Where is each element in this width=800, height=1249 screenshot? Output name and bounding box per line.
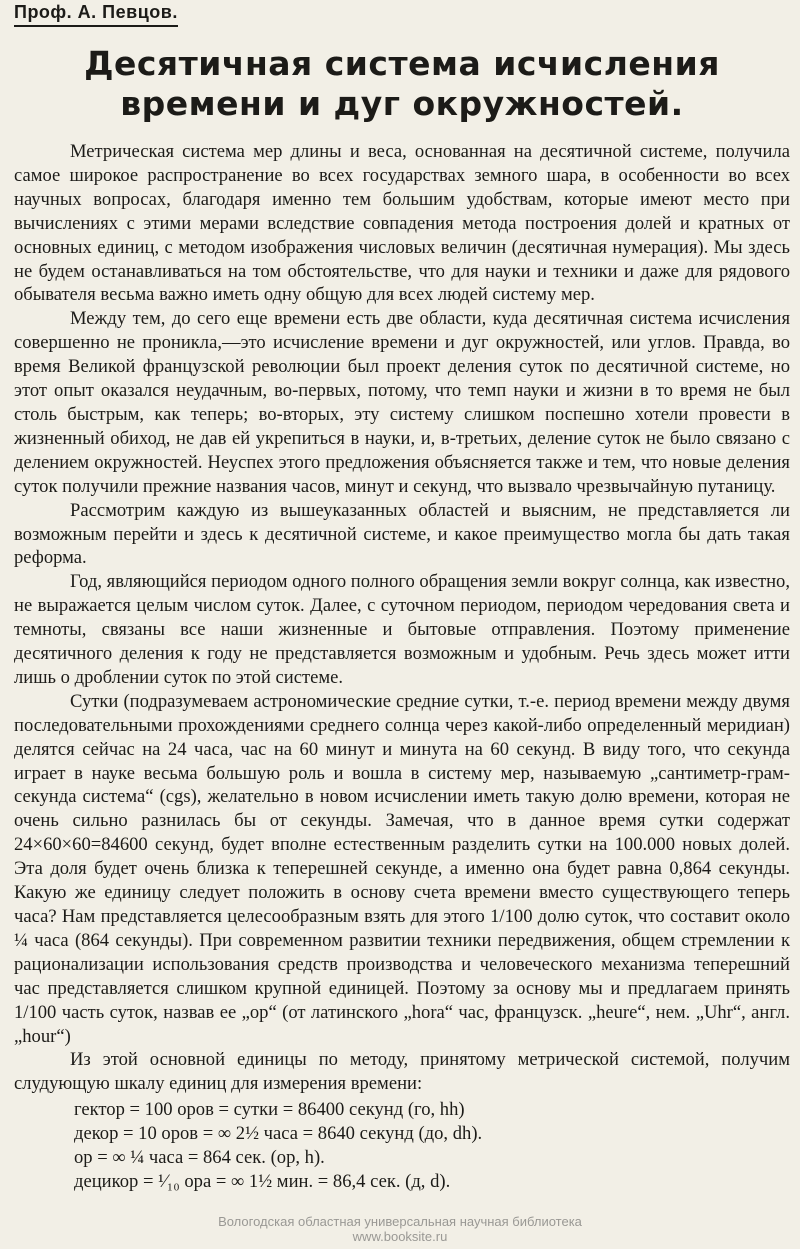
article-title: Десятичная система исчисления времени и дуг окружностей. (84, 44, 720, 123)
scale-line-hektor: гектор = 100 оров = сутки = 86400 секунд (го, hh) (74, 1099, 465, 1121)
time-units-scale (74, 1098, 790, 1194)
paragraph: Из этой основной единицы по методу, принятому метрической системой, получим слудующую шкалу единиц для измерения времени: (14, 1049, 790, 1095)
watermark-url: www.booksite.ru (352, 1229, 448, 1244)
author-byline: Проф. А. Певцов. (14, 2, 178, 27)
scale-line-or: ор = ∞ ¼ часа = 864 сек. (ор, h). (74, 1147, 325, 1169)
article-body (14, 140, 790, 1194)
scale-line-decior: децикор = ¹⁄₁₀ ора = ∞ 1½ мин. = 86,4 сек. (д, d). (74, 1170, 451, 1192)
paragraph: Метрическая система мер длины и веса, основанная на десятичной системе, получила самое широкое распространение во всех государствах земного шара, в особенности во всех научных вопросах, благодаря именно тем большим удобствам, которые имеют место при вычислениях с этими мерами вследствие совпадения метода построения долей и кратных от основных единиц, с методом изображения числовых величин (десятичная нумерация). Мы здесь не будем останавливаться на том обстоятельстве, что для науки и техники и даже для рядового обывателя весьма важно иметь одну общую для всех людей систему мер. (14, 141, 790, 306)
paragraph: Год, являющийся периодом одного полного обращения земли вокруг солнца, как известно, не выражается целым числом суток. Далее, с суточном периодом, периодом чередования света и темноты, связаны все наши жизненные и бытовые отправления. Поэтому применение десятичного деления к году не представляется возможным и удобным. Речь здесь может итти лишь о дроблении суток по этой системе. (14, 571, 790, 688)
paragraph: Рассмотрим каждую из вышеуказанных областей и выясним, не представляется ли возможным перейти и здесь к десятичной системе, и какое преимущество могла бы дать такая реформа. (14, 499, 790, 569)
scale-line-dekor: декор = 10 оров = ∞ 2½ часа = 8640 секунд (до, dh). (74, 1123, 483, 1145)
paragraph: Сутки (подразумеваем астрономические средние сутки, т.-е. период времени между двумя последовательными прохождениями среднего солнца через какой-либо определенный меридиан) делятся сейчас на 24 часа, час на 60 минут и минута на 60 секунд. В виду того, что секунда играет в науке весьма большую роль и вошла в систему мер, называемую „сантиметр-грам-секунда система“ (cgs), желательно в новом исчислении иметь такую долю времени, которая не очень сильно разнилась бы от секунды. Замечая, что в данное время сутки содержат 24×60×60=84600 секунд, будет вполне естественным разделить сутки на 100.000 новых долей. Эта доля будет очень близка к теперешней секунде, а именно она будет равна 0,864 секунды. Какую же единицу следует положить в основу счета времени вместо существующего теперь часа? Нам представляется целесообразным взять для этого 1/100 долю суток, что составит около ¼ часа (864 секунды). При современном развитии техники передвижения, общем стремлении к рационализации использования средств производства и человеческого механизма теперешний час представляется слишком крупной единицей. Поэтому за основу мы и предлагаем принять 1/100 часть суток, назвав ее „ор“ (от латинского „hora“ час, французск. „heure“, нем. „Uhr“, англ. „hour“) (14, 690, 790, 1047)
library-watermark: Вологодская областная универсальная научная библиотека (218, 1214, 582, 1229)
paragraph: Между тем, до сего еще времени есть две области, куда десятичная система исчисления совершенно не проникла,—это исчисление времени и дуг окружностей, или углов. Правда, во время Великой французской революции был проект деления суток по десятичной системе, но этот опыт оказался неудачным, во-первых, потому, что темп науки и жизни в то время не был столь быстрым, как теперь; во-вторых, эту систему слишком поспешно хотели провести в жизненный обиход, не дав ей укрепиться в науки, и, в-третьих, деление суток не было связано с делением окружностей. Неуспех этого предложения объясняется также и тем, что новые деления суток получили прежние названия часов, минут и секунд, что вызвало чрезвычайную путаницу. (14, 308, 790, 497)
